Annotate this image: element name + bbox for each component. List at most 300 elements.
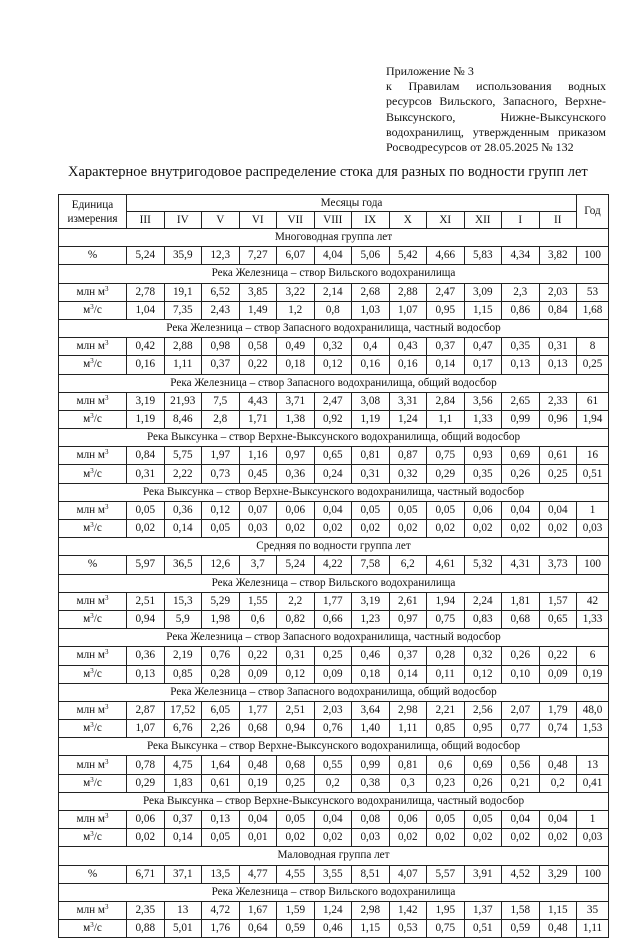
month-value-cell: 2,98 <box>389 701 427 719</box>
month-value-cell: 0,69 <box>464 756 502 774</box>
month-header: IV <box>164 212 202 229</box>
year-value-cell: 48,0 <box>577 701 609 719</box>
month-value-cell: 0,13 <box>502 356 540 374</box>
month-value-cell: 15,3 <box>164 592 202 610</box>
section-row <box>59 374 609 392</box>
month-value-cell: 0,02 <box>389 520 427 538</box>
month-value-cell: 36,5 <box>164 556 202 574</box>
month-value-cell: 5,83 <box>464 247 502 265</box>
month-value-cell: 0,49 <box>277 338 315 356</box>
month-value-cell: 0,25 <box>539 465 577 483</box>
month-value-cell: 5,9 <box>164 610 202 628</box>
month-value-cell: 1,71 <box>239 410 277 428</box>
month-value-cell: 4,34 <box>502 247 540 265</box>
month-value-cell: 0,04 <box>539 811 577 829</box>
month-value-cell: 0,02 <box>427 829 465 847</box>
month-value-cell: 4,66 <box>427 247 465 265</box>
month-value-cell: 0,13 <box>539 356 577 374</box>
month-value-cell: 0,86 <box>502 301 540 319</box>
month-value-cell: 0,36 <box>127 647 165 665</box>
section-row <box>59 483 609 501</box>
month-value-cell: 0,65 <box>314 447 352 465</box>
month-value-cell: 0,94 <box>277 720 315 738</box>
month-value-cell: 12,6 <box>202 556 240 574</box>
month-value-cell: 2,88 <box>389 283 427 301</box>
year-value-cell: 100 <box>577 247 609 265</box>
month-value-cell: 0,25 <box>314 647 352 665</box>
section-title: Река Железница – створ Запасного водохранилища, частный водосбор <box>59 629 609 647</box>
month-value-cell: 0,81 <box>389 756 427 774</box>
month-value-cell: 1,11 <box>164 356 202 374</box>
month-value-cell: 0,75 <box>427 447 465 465</box>
month-value-cell: 0,76 <box>314 720 352 738</box>
month-value-cell: 0,6 <box>239 610 277 628</box>
month-value-cell: 0,76 <box>202 647 240 665</box>
month-value-cell: 1,37 <box>464 901 502 919</box>
month-value-cell: 0,46 <box>314 920 352 938</box>
month-value-cell: 4,75 <box>164 756 202 774</box>
section-row <box>59 574 609 592</box>
months-header-row <box>59 212 609 229</box>
month-value-cell: 0,05 <box>464 811 502 829</box>
month-value-cell: 0,75 <box>427 610 465 628</box>
month-header: XII <box>464 212 502 229</box>
month-value-cell: 0,05 <box>427 811 465 829</box>
unit-cell: % <box>59 247 127 265</box>
document-title: Характерное внутригодовое распределение стока для разных по водности групп лет <box>68 164 588 180</box>
month-value-cell: 0,6 <box>427 756 465 774</box>
month-value-cell: 0,26 <box>502 647 540 665</box>
year-value-cell: 1,94 <box>577 410 609 428</box>
table-row <box>59 520 609 538</box>
month-value-cell: 2,22 <box>164 465 202 483</box>
month-value-cell: 0,02 <box>277 520 315 538</box>
table-row <box>59 592 609 610</box>
month-value-cell: 0,38 <box>352 774 390 792</box>
month-value-cell: 0,4 <box>352 338 390 356</box>
month-value-cell: 0,81 <box>352 447 390 465</box>
month-value-cell: 2,56 <box>464 701 502 719</box>
month-value-cell: 3,7 <box>239 556 277 574</box>
year-value-cell: 100 <box>577 865 609 883</box>
month-value-cell: 0,26 <box>464 774 502 792</box>
month-value-cell: 1,24 <box>314 901 352 919</box>
section-row <box>59 847 609 865</box>
year-value-cell: 1,53 <box>577 720 609 738</box>
month-value-cell: 0,11 <box>427 665 465 683</box>
month-value-cell: 0,05 <box>352 501 390 519</box>
month-value-cell: 0,26 <box>502 465 540 483</box>
month-value-cell: 6,71 <box>127 865 165 883</box>
month-header: IX <box>352 212 390 229</box>
month-value-cell: 2,03 <box>539 283 577 301</box>
month-value-cell: 13 <box>164 901 202 919</box>
month-value-cell: 0,84 <box>539 301 577 319</box>
unit-cell: $м^3/с$ <box>59 774 127 792</box>
month-value-cell: 0,31 <box>539 338 577 356</box>
month-value-cell: 0,75 <box>427 920 465 938</box>
month-value-cell: 2,21 <box>427 701 465 719</box>
month-value-cell: 0,05 <box>277 811 315 829</box>
month-header: I <box>502 212 540 229</box>
month-value-cell: 0,95 <box>464 720 502 738</box>
unit-cell: млн $м^3$ <box>59 901 127 919</box>
month-value-cell: 7,35 <box>164 301 202 319</box>
unit-cell: $м^3/с$ <box>59 920 127 938</box>
month-value-cell: 1,40 <box>352 720 390 738</box>
year-value-cell: 0,03 <box>577 829 609 847</box>
month-value-cell: 1,2 <box>277 301 315 319</box>
month-value-cell: 0,36 <box>277 465 315 483</box>
month-value-cell: 2,35 <box>127 901 165 919</box>
year-value-cell: 0,19 <box>577 665 609 683</box>
month-header: XI <box>427 212 465 229</box>
month-value-cell: 1,59 <box>277 901 315 919</box>
month-header: VI <box>239 212 277 229</box>
unit-cell: млн $м^3$ <box>59 647 127 665</box>
section-title: Река Железница – створ Вильского водохранилища <box>59 574 609 592</box>
unit-cell: $м^3/с$ <box>59 610 127 628</box>
year-value-cell: 6 <box>577 647 609 665</box>
table-row <box>59 774 609 792</box>
month-value-cell: 2,03 <box>314 701 352 719</box>
month-value-cell: 2,2 <box>277 592 315 610</box>
month-header: X <box>389 212 427 229</box>
month-value-cell: 0,06 <box>277 501 315 519</box>
month-value-cell: 2,47 <box>427 283 465 301</box>
month-value-cell: 4,55 <box>277 865 315 883</box>
month-value-cell: 3,19 <box>352 592 390 610</box>
month-value-cell: 37,1 <box>164 865 202 883</box>
month-value-cell: 13,5 <box>202 865 240 883</box>
month-value-cell: 0,68 <box>239 720 277 738</box>
month-value-cell: 0,93 <box>464 447 502 465</box>
month-value-cell: 0,14 <box>427 356 465 374</box>
month-value-cell: 0,04 <box>502 501 540 519</box>
month-value-cell: 1,15 <box>352 920 390 938</box>
month-value-cell: 0,97 <box>277 447 315 465</box>
month-value-cell: 3,56 <box>464 392 502 410</box>
month-value-cell: 0,12 <box>277 665 315 683</box>
month-value-cell: 6,52 <box>202 283 240 301</box>
unit-cell: млн $м^3$ <box>59 283 127 301</box>
month-value-cell: 2,84 <box>427 392 465 410</box>
month-value-cell: 0,16 <box>127 356 165 374</box>
month-value-cell: 4,77 <box>239 865 277 883</box>
month-value-cell: 0,13 <box>202 811 240 829</box>
month-value-cell: 1,03 <box>352 301 390 319</box>
month-value-cell: 5,29 <box>202 592 240 610</box>
month-value-cell: 0,59 <box>277 920 315 938</box>
month-value-cell: 2,8 <box>202 410 240 428</box>
month-value-cell: 4,22 <box>314 556 352 574</box>
month-value-cell: 0,35 <box>464 465 502 483</box>
month-value-cell: 5,01 <box>164 920 202 938</box>
month-value-cell: 5,32 <box>464 556 502 574</box>
table-row <box>59 647 609 665</box>
table-header <box>59 195 609 229</box>
month-value-cell: 3,19 <box>127 392 165 410</box>
table-row <box>59 811 609 829</box>
unit-cell: $м^3/с$ <box>59 410 127 428</box>
section-title: Река Выксунка – створ Верхне-Выксунского водохранилища, частный водосбор <box>59 483 609 501</box>
month-value-cell: 0,31 <box>127 465 165 483</box>
month-value-cell: 1,98 <box>202 610 240 628</box>
table-row <box>59 283 609 301</box>
month-header: VII <box>277 212 315 229</box>
month-value-cell: 2,3 <box>502 283 540 301</box>
month-value-cell: 0,88 <box>127 920 165 938</box>
month-value-cell: 0,92 <box>314 410 352 428</box>
month-value-cell: 5,42 <box>389 247 427 265</box>
table-row <box>59 356 609 374</box>
month-value-cell: 0,02 <box>277 829 315 847</box>
month-value-cell: 35,9 <box>164 247 202 265</box>
unit-cell: млн $м^3$ <box>59 338 127 356</box>
appendix-text: к Правилам использования водных ресурсов Вильского, Запасного, Верхне-Выксунского, Нижне-Выксунского водохранилищ, утвержденным приказом Росводресурсов от 28.05.2025 № 132 <box>386 79 606 155</box>
month-value-cell: 0,25 <box>277 774 315 792</box>
section-row <box>59 429 609 447</box>
unit-cell: $м^3/с$ <box>59 720 127 738</box>
month-value-cell: 0,28 <box>202 665 240 683</box>
month-value-cell: 0,85 <box>427 720 465 738</box>
month-value-cell: 0,14 <box>164 520 202 538</box>
month-value-cell: 0,22 <box>539 647 577 665</box>
month-value-cell: 6,05 <box>202 701 240 719</box>
month-value-cell: 0,77 <box>502 720 540 738</box>
month-value-cell: 0,19 <box>239 774 277 792</box>
month-value-cell: 0,55 <box>314 756 352 774</box>
unit-cell: млн $м^3$ <box>59 756 127 774</box>
month-header: III <box>127 212 165 229</box>
unit-cell: млн $м^3$ <box>59 592 127 610</box>
month-value-cell: 1,33 <box>464 410 502 428</box>
month-value-cell: 2,19 <box>164 647 202 665</box>
unit-cell: млн $м^3$ <box>59 811 127 829</box>
month-value-cell: 0,99 <box>352 756 390 774</box>
month-value-cell: 1,38 <box>277 410 315 428</box>
month-value-cell: 0,12 <box>314 356 352 374</box>
section-row <box>59 538 609 556</box>
month-value-cell: 0,37 <box>427 338 465 356</box>
month-value-cell: 0,48 <box>239 756 277 774</box>
month-value-cell: 2,24 <box>464 592 502 610</box>
month-value-cell: 0,82 <box>277 610 315 628</box>
table-row <box>59 556 609 574</box>
month-value-cell: 7,58 <box>352 556 390 574</box>
month-value-cell: 0,61 <box>202 774 240 792</box>
month-value-cell: 0,07 <box>239 501 277 519</box>
month-value-cell: 0,47 <box>464 338 502 356</box>
unit-cell: $м^3/с$ <box>59 829 127 847</box>
month-value-cell: 12,3 <box>202 247 240 265</box>
month-value-cell: 0,65 <box>539 610 577 628</box>
month-value-cell: 0,14 <box>389 665 427 683</box>
section-title: Река Железница – створ Запасного водохранилища, общий водосбор <box>59 374 609 392</box>
month-value-cell: 4,72 <box>202 901 240 919</box>
month-value-cell: 0,02 <box>127 829 165 847</box>
year-value-cell: 1,11 <box>577 920 609 938</box>
month-value-cell: 6,07 <box>277 247 315 265</box>
table-row <box>59 465 609 483</box>
section-title: Река Железница – створ Запасного водохранилища, общий водосбор <box>59 683 609 701</box>
month-value-cell: 0,21 <box>502 774 540 792</box>
month-value-cell: 0,32 <box>389 465 427 483</box>
month-value-cell: 17,52 <box>164 701 202 719</box>
month-value-cell: 0,02 <box>314 829 352 847</box>
section-title: Река Железница – створ Запасного водохранилища, частный водосбор <box>59 319 609 337</box>
section-row <box>59 265 609 283</box>
section-title: Многоводная группа лет <box>59 229 609 247</box>
unit-cell: % <box>59 556 127 574</box>
month-value-cell: 5,06 <box>352 247 390 265</box>
month-value-cell: 0,42 <box>127 338 165 356</box>
month-value-cell: 0,98 <box>202 338 240 356</box>
month-value-cell: 1,58 <box>502 901 540 919</box>
month-value-cell: 0,32 <box>464 647 502 665</box>
table-row <box>59 829 609 847</box>
month-value-cell: 0,02 <box>502 829 540 847</box>
year-value-cell: 8 <box>577 338 609 356</box>
month-value-cell: 0,59 <box>502 920 540 938</box>
month-value-cell: 3,55 <box>314 865 352 883</box>
month-value-cell: 1,95 <box>427 901 465 919</box>
month-value-cell: 0,08 <box>352 811 390 829</box>
section-row <box>59 229 609 247</box>
month-value-cell: 4,31 <box>502 556 540 574</box>
month-value-cell: 7,5 <box>202 392 240 410</box>
year-value-cell: 16 <box>577 447 609 465</box>
month-value-cell: 0,68 <box>277 756 315 774</box>
month-value-cell: 1,79 <box>539 701 577 719</box>
month-value-cell: 1,23 <box>352 610 390 628</box>
year-value-cell: 13 <box>577 756 609 774</box>
month-value-cell: 3,22 <box>277 283 315 301</box>
month-value-cell: 2,61 <box>389 592 427 610</box>
unit-cell: млн $м^3$ <box>59 501 127 519</box>
month-value-cell: 3,91 <box>464 865 502 883</box>
section-title: Река Железница – створ Вильского водохранилища <box>59 883 609 901</box>
month-value-cell: 5,57 <box>427 865 465 883</box>
month-value-cell: 0,09 <box>314 665 352 683</box>
month-value-cell: 0,05 <box>202 520 240 538</box>
month-value-cell: 5,24 <box>127 247 165 265</box>
month-value-cell: 4,43 <box>239 392 277 410</box>
unit-cell: млн $м^3$ <box>59 447 127 465</box>
month-header: VIII <box>314 212 352 229</box>
month-value-cell: 0,37 <box>389 647 427 665</box>
month-value-cell: 0,02 <box>427 520 465 538</box>
month-value-cell: 0,12 <box>464 665 502 683</box>
month-value-cell: 0,04 <box>314 501 352 519</box>
month-value-cell: 1,42 <box>389 901 427 919</box>
month-value-cell: 0,09 <box>539 665 577 683</box>
month-value-cell: 0,74 <box>539 720 577 738</box>
month-value-cell: 0,83 <box>464 610 502 628</box>
section-row <box>59 792 609 810</box>
month-value-cell: 21,93 <box>164 392 202 410</box>
month-value-cell: 2,33 <box>539 392 577 410</box>
month-value-cell: 0,16 <box>352 356 390 374</box>
section-title: Река Железница – створ Вильского водохранилища <box>59 265 609 283</box>
month-value-cell: 4,07 <box>389 865 427 883</box>
table-row <box>59 901 609 919</box>
month-value-cell: 0,99 <box>502 410 540 428</box>
month-value-cell: 0,02 <box>539 829 577 847</box>
month-value-cell: 6,76 <box>164 720 202 738</box>
table-row <box>59 701 609 719</box>
month-value-cell: 2,07 <box>502 701 540 719</box>
month-value-cell: 0,06 <box>127 811 165 829</box>
section-row <box>59 319 609 337</box>
month-value-cell: 0,04 <box>239 811 277 829</box>
month-value-cell: 0,02 <box>314 520 352 538</box>
month-value-cell: 6,2 <box>389 556 427 574</box>
month-value-cell: 0,04 <box>502 811 540 829</box>
month-value-cell: 3,82 <box>539 247 577 265</box>
table-row <box>59 865 609 883</box>
table-row <box>59 720 609 738</box>
month-value-cell: 0,97 <box>389 610 427 628</box>
month-value-cell: 0,48 <box>539 920 577 938</box>
unit-cell: $м^3/с$ <box>59 665 127 683</box>
month-value-cell: 0,04 <box>314 811 352 829</box>
month-value-cell: 2,14 <box>314 283 352 301</box>
month-value-cell: 1,16 <box>239 447 277 465</box>
month-value-cell: 0,37 <box>202 356 240 374</box>
month-value-cell: 1,76 <box>202 920 240 938</box>
month-value-cell: 1,24 <box>389 410 427 428</box>
month-value-cell: 0,64 <box>239 920 277 938</box>
month-value-cell: 0,02 <box>502 520 540 538</box>
month-value-cell: 0,94 <box>127 610 165 628</box>
year-value-cell: 42 <box>577 592 609 610</box>
month-value-cell: 0,84 <box>127 447 165 465</box>
month-value-cell: 0,18 <box>277 356 315 374</box>
month-header: II <box>539 212 577 229</box>
month-value-cell: 0,22 <box>239 356 277 374</box>
month-header: V <box>202 212 240 229</box>
month-value-cell: 0,06 <box>389 811 427 829</box>
month-value-cell: 1,11 <box>389 720 427 738</box>
month-value-cell: 5,75 <box>164 447 202 465</box>
month-value-cell: 2,98 <box>352 901 390 919</box>
month-value-cell: 2,43 <box>202 301 240 319</box>
month-value-cell: 4,04 <box>314 247 352 265</box>
month-value-cell: 0,01 <box>239 829 277 847</box>
month-value-cell: 4,52 <box>502 865 540 883</box>
month-value-cell: 0,05 <box>202 829 240 847</box>
month-value-cell: 0,02 <box>539 520 577 538</box>
month-value-cell: 0,29 <box>127 774 165 792</box>
year-value-cell: 1,33 <box>577 610 609 628</box>
month-value-cell: 0,02 <box>352 520 390 538</box>
month-value-cell: 1,77 <box>239 701 277 719</box>
month-value-cell: 3,85 <box>239 283 277 301</box>
month-value-cell: 1,19 <box>352 410 390 428</box>
month-value-cell: 0,31 <box>277 647 315 665</box>
month-value-cell: 1,83 <box>164 774 202 792</box>
month-value-cell: 1,97 <box>202 447 240 465</box>
month-value-cell: 0,69 <box>502 447 540 465</box>
month-value-cell: 1,07 <box>127 720 165 738</box>
year-value-cell: 1 <box>577 501 609 519</box>
month-value-cell: 0,37 <box>164 811 202 829</box>
month-value-cell: 1,57 <box>539 592 577 610</box>
month-value-cell: 1,04 <box>127 301 165 319</box>
section-row <box>59 738 609 756</box>
month-value-cell: 0,46 <box>352 647 390 665</box>
